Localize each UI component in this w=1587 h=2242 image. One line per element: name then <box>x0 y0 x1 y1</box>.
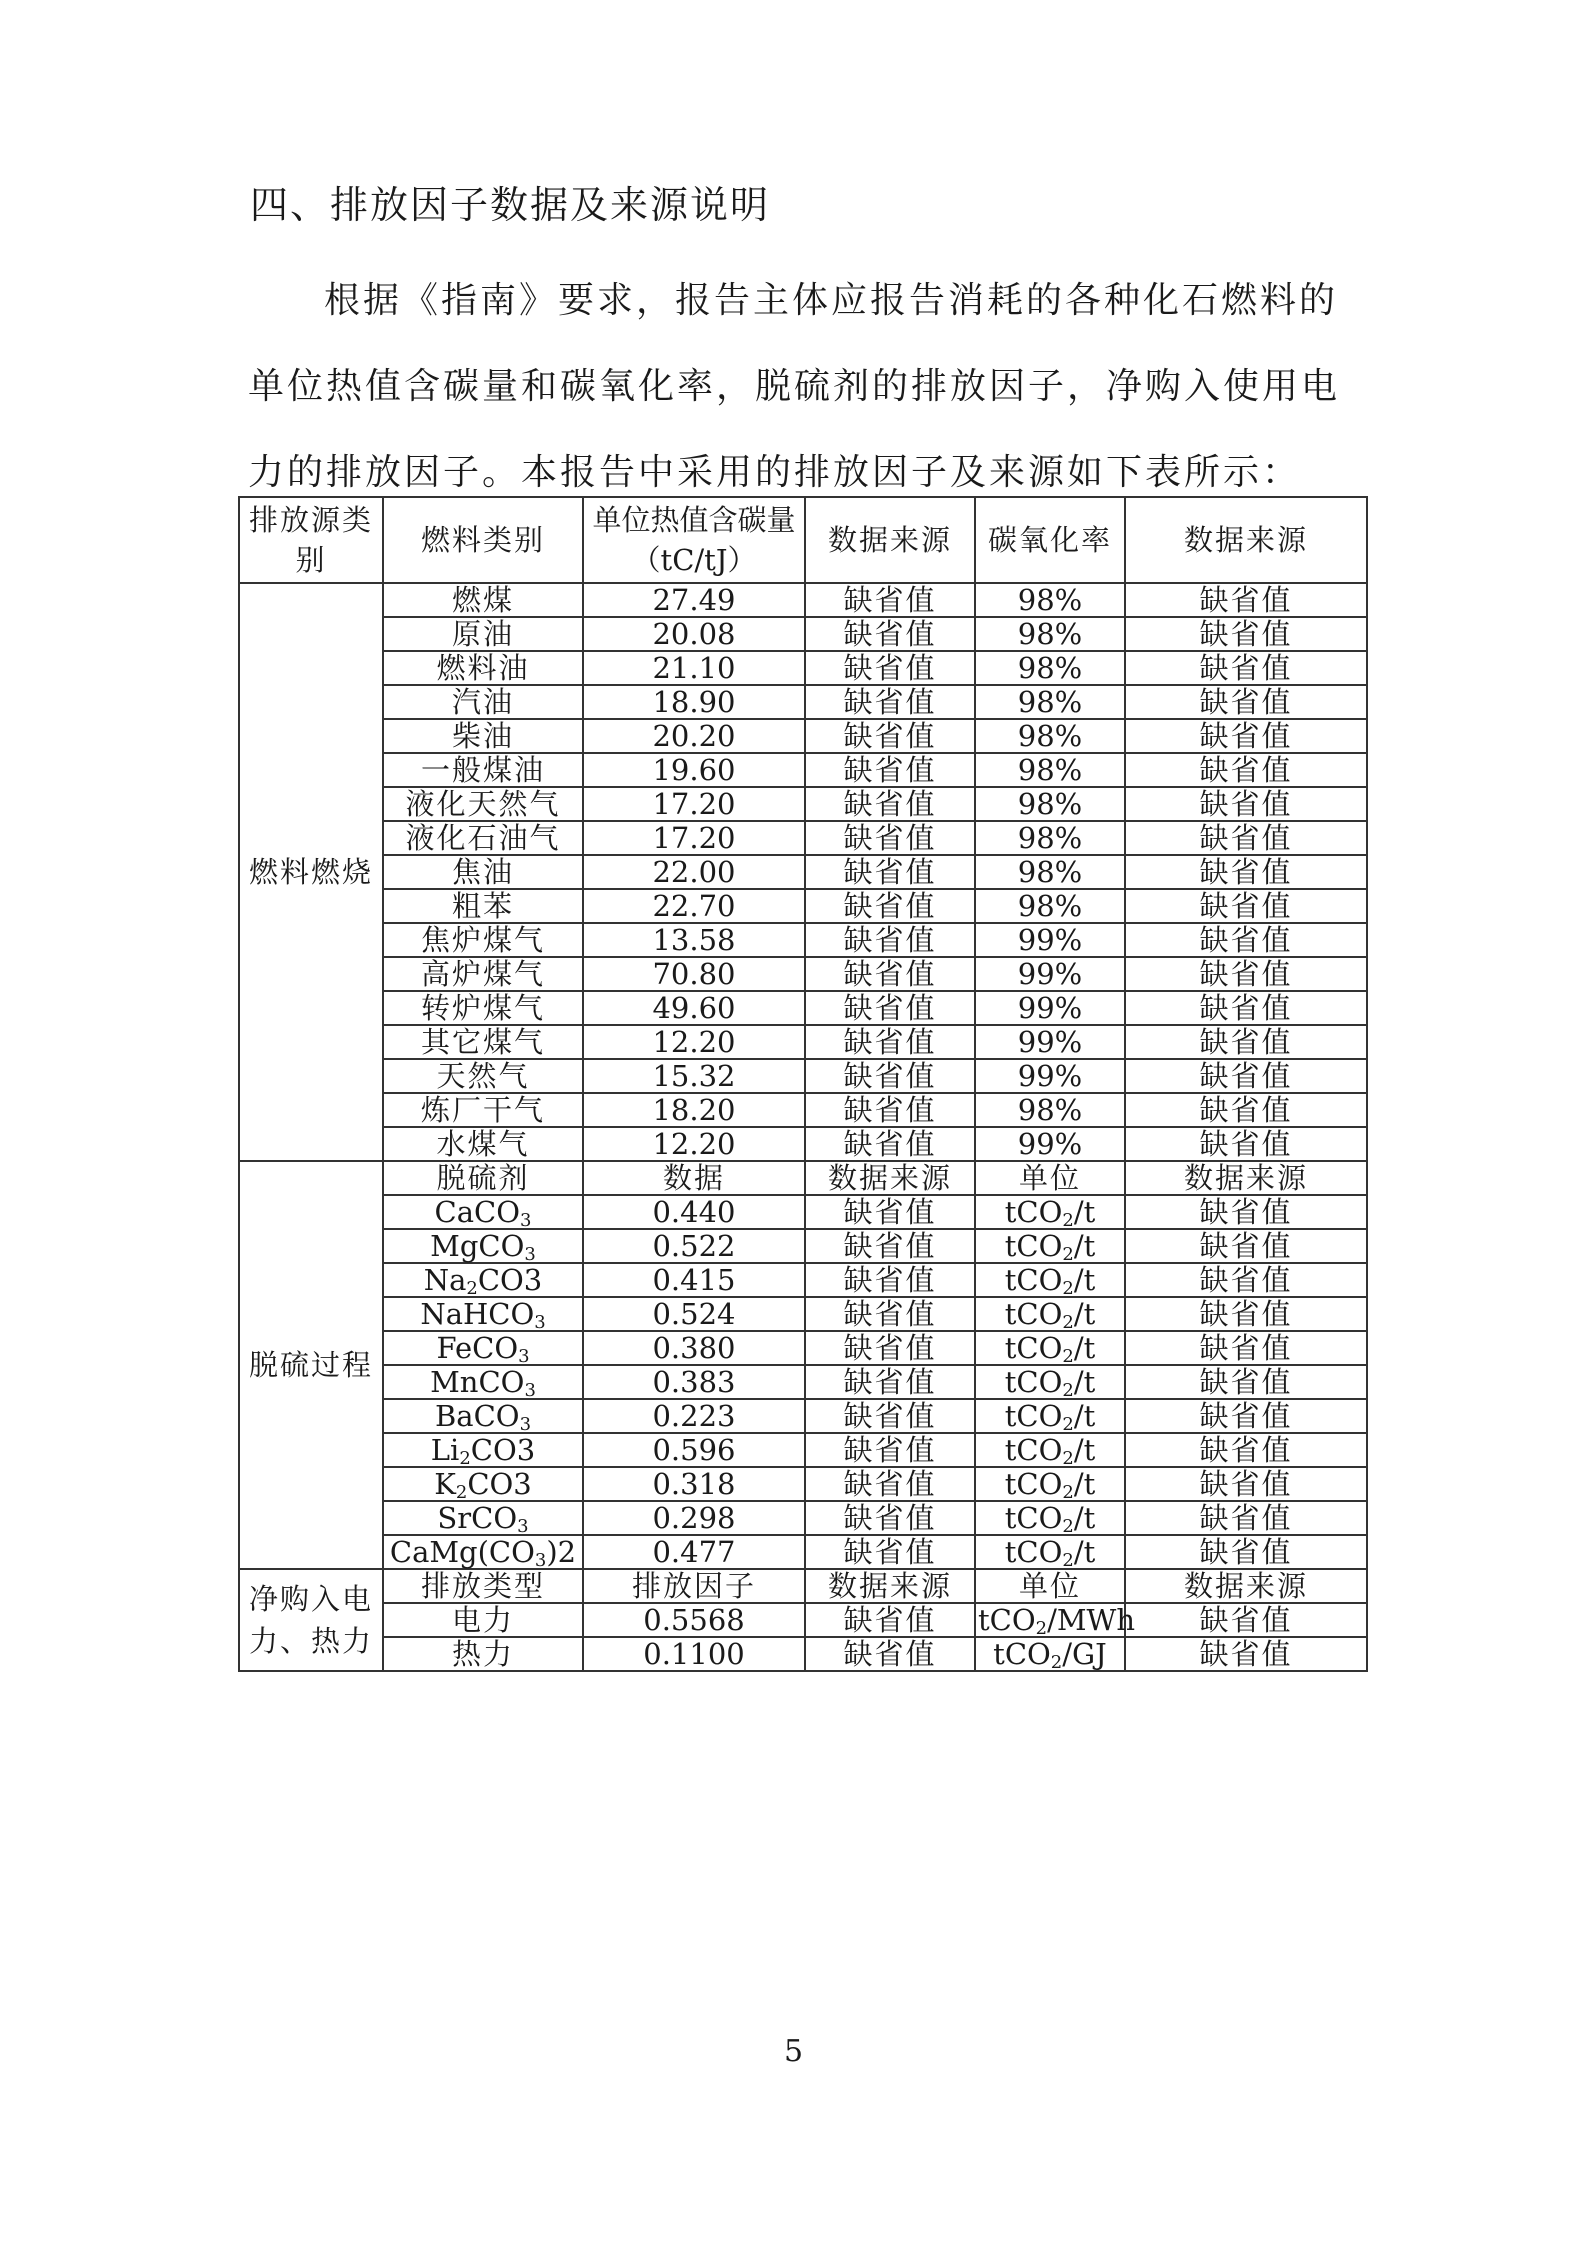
data-source: 缺省值 <box>805 651 975 685</box>
oxidation-rate-value: 98% <box>975 617 1125 651</box>
data-source-2: 缺省值 <box>1125 617 1367 651</box>
fuel-name: 高炉煤气 <box>383 957 583 991</box>
desulfurizer-name <box>383 1467 583 1501</box>
desulfurizer-name-subscript: 3 <box>534 1312 546 1333</box>
carbon-content-value: 70.80 <box>583 957 805 991</box>
carbon-content-value: 27.49 <box>583 583 805 617</box>
desulfurizer-name-suffix: CO3 <box>477 1263 543 1297</box>
table-row <box>239 787 1367 821</box>
data-source-2: 缺省值 <box>1125 991 1367 1025</box>
table-row <box>239 685 1367 719</box>
fuel-name: 一般煤油 <box>383 753 583 787</box>
fuel-name: 粗苯 <box>383 889 583 923</box>
desulfurizer-name-subscript: 3 <box>524 1380 536 1401</box>
power-header-source: 数据来源 <box>805 1569 975 1603</box>
table-row <box>239 889 1367 923</box>
header-category: 排放源类别 <box>239 497 383 583</box>
emission-factor-value: 0.383 <box>583 1365 805 1399</box>
header-source-2: 数据来源 <box>1125 497 1367 583</box>
section-heading: 四、排放因子数据及来源说明 <box>250 183 771 227</box>
oxidation-rate-value: 98% <box>975 651 1125 685</box>
table-row <box>239 923 1367 957</box>
table-row <box>239 583 1367 617</box>
data-source-2: 缺省值 <box>1125 1535 1367 1569</box>
data-source-2: 缺省值 <box>1125 1263 1367 1297</box>
desulfurizer-name-base: SrCO <box>437 1501 518 1535</box>
desulfurizer-name-suffix: CO3 <box>470 1433 536 1467</box>
fuel-name: 燃煤 <box>383 583 583 617</box>
data-source-2: 缺省值 <box>1125 821 1367 855</box>
carbon-content-value: 20.08 <box>583 617 805 651</box>
data-source: 缺省值 <box>805 1637 975 1671</box>
unit-base: tCO <box>1004 1331 1063 1365</box>
desulfurizer-name <box>383 1297 583 1331</box>
oxidation-rate-value: 98% <box>975 889 1125 923</box>
desulfurizer-name-base: CaMg(CO <box>389 1535 535 1569</box>
oxidation-rate-value: 99% <box>975 991 1125 1025</box>
data-source-2: 缺省值 <box>1125 685 1367 719</box>
oxidation-rate-value: 99% <box>975 1025 1125 1059</box>
data-source-2: 缺省值 <box>1125 1603 1367 1637</box>
emission-factor-table <box>238 496 1368 1672</box>
unit-base: tCO <box>1004 1195 1063 1229</box>
carbon-content-value: 17.20 <box>583 821 805 855</box>
data-source: 缺省值 <box>805 1229 975 1263</box>
unit-suffix: /t <box>1073 1399 1096 1433</box>
data-source-2: 缺省值 <box>1125 1229 1367 1263</box>
table-row <box>239 719 1367 753</box>
data-source: 缺省值 <box>805 719 975 753</box>
data-source-2: 缺省值 <box>1125 787 1367 821</box>
carbon-content-value: 19.60 <box>583 753 805 787</box>
table-row <box>239 1637 1367 1671</box>
data-source: 缺省值 <box>805 1535 975 1569</box>
desulfurizer-name-subscript: 2 <box>455 1482 468 1503</box>
unit-base: tCO <box>1004 1399 1063 1433</box>
unit-suffix: /t <box>1073 1467 1096 1501</box>
desulfurizer-name-suffix: )2 <box>546 1535 577 1569</box>
unit-subscript: 2 <box>1062 1516 1074 1537</box>
desulfurizer-name-subscript: 3 <box>524 1244 536 1265</box>
unit-subscript: 2 <box>1035 1618 1048 1639</box>
data-source-2: 缺省值 <box>1125 1127 1367 1161</box>
unit-suffix: /t <box>1073 1365 1096 1399</box>
unit <box>975 1399 1125 1433</box>
desulfurizer-name <box>383 1229 583 1263</box>
data-source-2: 缺省值 <box>1125 1467 1367 1501</box>
table-row <box>239 1127 1367 1161</box>
category-fuel-combustion: 燃料燃烧 <box>239 583 383 1161</box>
desulfurizer-name <box>383 1399 583 1433</box>
data-source-2: 缺省值 <box>1125 1093 1367 1127</box>
data-source: 缺省值 <box>805 1297 975 1331</box>
data-source: 缺省值 <box>805 1467 975 1501</box>
unit-suffix: /t <box>1073 1433 1096 1467</box>
unit-subscript: 2 <box>1050 1652 1063 1673</box>
unit-subscript: 2 <box>1062 1346 1074 1367</box>
desulfurizer-name-base: Li <box>430 1433 460 1467</box>
data-source-2: 缺省值 <box>1125 753 1367 787</box>
carbon-content-value: 22.70 <box>583 889 805 923</box>
data-source: 缺省值 <box>805 1127 975 1161</box>
desulfurizer-name-subscript: 3 <box>520 1210 532 1231</box>
power-header-name: 排放类型 <box>383 1569 583 1603</box>
fuel-name: 其它煤气 <box>383 1025 583 1059</box>
table-row <box>239 1025 1367 1059</box>
oxidation-rate-value: 98% <box>975 787 1125 821</box>
unit-base: tCO <box>1004 1501 1063 1535</box>
table-row <box>239 1399 1367 1433</box>
desulf-header-unit: 单位 <box>975 1161 1125 1195</box>
unit-base: tCO <box>978 1603 1036 1637</box>
data-source-2: 缺省值 <box>1125 1637 1367 1671</box>
unit-subscript: 2 <box>1062 1448 1074 1469</box>
table-row <box>239 1603 1367 1637</box>
data-source-2: 缺省值 <box>1125 583 1367 617</box>
unit <box>975 1535 1125 1569</box>
desulfurizer-name <box>383 1433 583 1467</box>
unit-base: tCO <box>1004 1535 1063 1569</box>
data-source-2: 缺省值 <box>1125 957 1367 991</box>
data-source: 缺省值 <box>805 1093 975 1127</box>
data-source-2: 缺省值 <box>1125 923 1367 957</box>
carbon-content-value: 20.20 <box>583 719 805 753</box>
table-row <box>239 1297 1367 1331</box>
desulfurizer-name <box>383 1263 583 1297</box>
data-source: 缺省值 <box>805 1195 975 1229</box>
desulfurizer-name <box>383 1501 583 1535</box>
desulfurizer-name-subscript: 2 <box>459 1448 471 1469</box>
unit-suffix: /t <box>1073 1501 1096 1535</box>
power-header-source-2: 数据来源 <box>1125 1569 1367 1603</box>
emission-factor-value: 0.318 <box>583 1467 805 1501</box>
data-source-2: 缺省值 <box>1125 1059 1367 1093</box>
carbon-content-value: 18.20 <box>583 1093 805 1127</box>
unit-subscript: 2 <box>1062 1414 1074 1435</box>
emission-factor-value: 0.522 <box>583 1229 805 1263</box>
fuel-name: 焦油 <box>383 855 583 889</box>
oxidation-rate-value: 99% <box>975 1059 1125 1093</box>
emission-factor-value: 0.1100 <box>583 1637 805 1671</box>
desulf-header-value: 数据 <box>583 1161 805 1195</box>
desulfurizer-name-base: Na <box>423 1263 467 1297</box>
data-source: 缺省值 <box>805 1603 975 1637</box>
unit-base: tCO <box>1004 1365 1063 1399</box>
emission-factor-value: 0.5568 <box>583 1603 805 1637</box>
unit-subscript: 2 <box>1062 1278 1074 1299</box>
carbon-content-value: 15.32 <box>583 1059 805 1093</box>
table-row <box>239 1433 1367 1467</box>
table-row <box>239 957 1367 991</box>
emission-factor-value: 0.477 <box>583 1535 805 1569</box>
table-row <box>239 1535 1367 1569</box>
data-source: 缺省值 <box>805 957 975 991</box>
emission-factor-value: 0.380 <box>583 1331 805 1365</box>
data-source-2: 缺省值 <box>1125 1331 1367 1365</box>
data-source-2: 缺省值 <box>1125 1501 1367 1535</box>
data-source: 缺省值 <box>805 617 975 651</box>
data-source-2: 缺省值 <box>1125 1365 1367 1399</box>
emission-factor-value: 0.440 <box>583 1195 805 1229</box>
fuel-name: 炼厂干气 <box>383 1093 583 1127</box>
desulfurizer-name-subscript: 3 <box>534 1550 547 1571</box>
emission-factor-value: 0.298 <box>583 1501 805 1535</box>
oxidation-rate-value: 98% <box>975 753 1125 787</box>
fuel-name: 焦炉煤气 <box>383 923 583 957</box>
table-row <box>239 855 1367 889</box>
data-source-2: 缺省值 <box>1125 1399 1367 1433</box>
data-source-2: 缺省值 <box>1125 1025 1367 1059</box>
unit-suffix: /t <box>1073 1229 1096 1263</box>
oxidation-rate-value: 99% <box>975 957 1125 991</box>
desulf-header-source-2: 数据来源 <box>1125 1161 1367 1195</box>
desulfurizer-name-base: BaCO <box>434 1399 520 1433</box>
data-source-2: 缺省值 <box>1125 1297 1367 1331</box>
carbon-content-value: 18.90 <box>583 685 805 719</box>
data-source: 缺省值 <box>805 1399 975 1433</box>
desulfurizer-name-subscript: 3 <box>517 1516 529 1537</box>
table-row <box>239 1501 1367 1535</box>
data-source: 缺省值 <box>805 1433 975 1467</box>
unit-suffix: /t <box>1073 1535 1096 1569</box>
table-row <box>239 1467 1367 1501</box>
table-row <box>239 821 1367 855</box>
desulfurizer-name-base: MgCO <box>430 1229 525 1263</box>
desulfurizer-name-subscript: 3 <box>518 1346 530 1367</box>
data-source-2: 缺省值 <box>1125 719 1367 753</box>
table-row <box>239 1263 1367 1297</box>
emission-factor-value: 0.415 <box>583 1263 805 1297</box>
carbon-content-value: 17.20 <box>583 787 805 821</box>
category-purchased-power-heat: 净购入电力、热力 <box>239 1569 383 1671</box>
fuel-name: 液化天然气 <box>383 787 583 821</box>
unit-subscript: 2 <box>1062 1210 1074 1231</box>
category-desulfurization: 脱硫过程 <box>239 1161 383 1569</box>
header-carbon-content: 单位热值含碳量（tC/tJ） <box>583 497 805 583</box>
data-source: 缺省值 <box>805 821 975 855</box>
unit-suffix: /t <box>1073 1297 1096 1331</box>
data-source: 缺省值 <box>805 855 975 889</box>
header-fuel-type: 燃料类别 <box>383 497 583 583</box>
unit-suffix: /GJ <box>1062 1637 1107 1671</box>
intro-text: 根据《指南》要求，报告主体应报告消耗的各种化石燃料的单位热值含碳量和碳氧化率，脱硫剂的排放因子，净购入使用电力的排放因子。本报告中采用的排放因子及来源如下表所示： <box>248 280 1341 493</box>
table-row <box>239 651 1367 685</box>
unit-subscript: 2 <box>1062 1244 1074 1265</box>
data-source-2: 缺省值 <box>1125 855 1367 889</box>
oxidation-rate-value: 98% <box>975 685 1125 719</box>
unit <box>975 1467 1125 1501</box>
power-header-row <box>239 1569 1367 1603</box>
emission-factor-value: 0.524 <box>583 1297 805 1331</box>
unit-subscript: 2 <box>1062 1380 1074 1401</box>
unit-base: tCO <box>993 1637 1051 1671</box>
data-source: 缺省值 <box>805 889 975 923</box>
table-body <box>239 497 1367 1671</box>
desulfurizer-name <box>383 1365 583 1399</box>
desulfurizer-name-base: NaHCO <box>420 1297 535 1331</box>
unit-suffix: /t <box>1073 1331 1096 1365</box>
desulf-header-row <box>239 1161 1367 1195</box>
desulfurizer-name-base: CaCO <box>434 1195 520 1229</box>
desulfurizer-name <box>383 1331 583 1365</box>
header-oxidation-rate: 碳氧化率 <box>975 497 1125 583</box>
table-header-row <box>239 497 1367 583</box>
oxidation-rate-value: 98% <box>975 719 1125 753</box>
data-source: 缺省值 <box>805 787 975 821</box>
unit-suffix: /t <box>1073 1263 1096 1297</box>
unit-base: tCO <box>1004 1467 1063 1501</box>
power-header-value: 排放因子 <box>583 1569 805 1603</box>
intro-paragraph <box>248 258 1368 516</box>
unit-subscript: 2 <box>1062 1550 1074 1571</box>
fuel-name: 液化石油气 <box>383 821 583 855</box>
unit <box>975 1365 1125 1399</box>
data-source: 缺省值 <box>805 583 975 617</box>
table-row <box>239 1059 1367 1093</box>
data-source: 缺省值 <box>805 1263 975 1297</box>
table-row <box>239 1093 1367 1127</box>
page-number: 5 <box>783 2034 804 2069</box>
data-source: 缺省值 <box>805 1365 975 1399</box>
unit-suffix: /MWh <box>1047 1603 1136 1637</box>
table-row <box>239 753 1367 787</box>
oxidation-rate-value: 98% <box>975 855 1125 889</box>
desulfurizer-name-base: FeCO <box>436 1331 519 1365</box>
unit <box>975 1263 1125 1297</box>
unit-base: tCO <box>1004 1229 1063 1263</box>
fuel-name: 天然气 <box>383 1059 583 1093</box>
unit <box>975 1229 1125 1263</box>
data-source: 缺省值 <box>805 1025 975 1059</box>
desulf-header-source: 数据来源 <box>805 1161 975 1195</box>
unit <box>975 1297 1125 1331</box>
unit <box>975 1195 1125 1229</box>
unit-subscript: 2 <box>1062 1482 1074 1503</box>
carbon-content-value: 21.10 <box>583 651 805 685</box>
oxidation-rate-value: 99% <box>975 923 1125 957</box>
data-source-2: 缺省值 <box>1125 1433 1367 1467</box>
fuel-name: 燃料油 <box>383 651 583 685</box>
data-source-2: 缺省值 <box>1125 1195 1367 1229</box>
desulfurizer-name-subscript: 2 <box>466 1278 478 1299</box>
desulf-header-name: 脱硫剂 <box>383 1161 583 1195</box>
emission-type-name: 热力 <box>383 1637 583 1671</box>
unit-base: tCO <box>1004 1263 1063 1297</box>
fuel-name: 水煤气 <box>383 1127 583 1161</box>
unit-subscript: 2 <box>1062 1312 1074 1333</box>
carbon-content-value: 22.00 <box>583 855 805 889</box>
table-row <box>239 1195 1367 1229</box>
fuel-name: 转炉煤气 <box>383 991 583 1025</box>
table-row <box>239 1331 1367 1365</box>
unit <box>975 1501 1125 1535</box>
carbon-content-value: 13.58 <box>583 923 805 957</box>
fuel-name: 汽油 <box>383 685 583 719</box>
oxidation-rate-value: 98% <box>975 821 1125 855</box>
carbon-content-value: 12.20 <box>583 1127 805 1161</box>
data-source: 缺省值 <box>805 1331 975 1365</box>
desulfurizer-name <box>383 1195 583 1229</box>
power-header-unit: 单位 <box>975 1569 1125 1603</box>
table-row <box>239 617 1367 651</box>
carbon-content-value: 49.60 <box>583 991 805 1025</box>
oxidation-rate-value: 98% <box>975 583 1125 617</box>
unit-suffix: /t <box>1073 1195 1096 1229</box>
emission-type-name: 电力 <box>383 1603 583 1637</box>
table-row <box>239 991 1367 1025</box>
unit <box>975 1433 1125 1467</box>
unit <box>975 1331 1125 1365</box>
desulfurizer-name-base: K <box>434 1467 456 1501</box>
emission-factor-value: 0.223 <box>583 1399 805 1433</box>
carbon-content-value: 12.20 <box>583 1025 805 1059</box>
desulfurizer-name-base: MnCO <box>430 1365 525 1399</box>
fuel-name: 柴油 <box>383 719 583 753</box>
desulfurizer-name-subscript: 3 <box>519 1414 532 1435</box>
header-source: 数据来源 <box>805 497 975 583</box>
oxidation-rate-value: 98% <box>975 1093 1125 1127</box>
emission-factor-value: 0.596 <box>583 1433 805 1467</box>
oxidation-rate-value: 99% <box>975 1127 1125 1161</box>
table-row <box>239 1365 1367 1399</box>
unit <box>975 1603 1136 1639</box>
unit <box>975 1637 1125 1671</box>
unit-base: tCO <box>1004 1297 1063 1331</box>
unit-base: tCO <box>1004 1433 1063 1467</box>
table-row <box>239 1229 1367 1263</box>
data-source: 缺省值 <box>805 753 975 787</box>
desulfurizer-name-suffix: CO3 <box>467 1467 532 1501</box>
data-source-2: 缺省值 <box>1125 889 1367 923</box>
data-source: 缺省值 <box>805 923 975 957</box>
data-source-2: 缺省值 <box>1125 651 1367 685</box>
data-source: 缺省值 <box>805 685 975 719</box>
fuel-name: 原油 <box>383 617 583 651</box>
data-source: 缺省值 <box>805 1059 975 1093</box>
desulfurizer-name <box>383 1535 583 1569</box>
data-source: 缺省值 <box>805 991 975 1025</box>
data-source: 缺省值 <box>805 1501 975 1535</box>
